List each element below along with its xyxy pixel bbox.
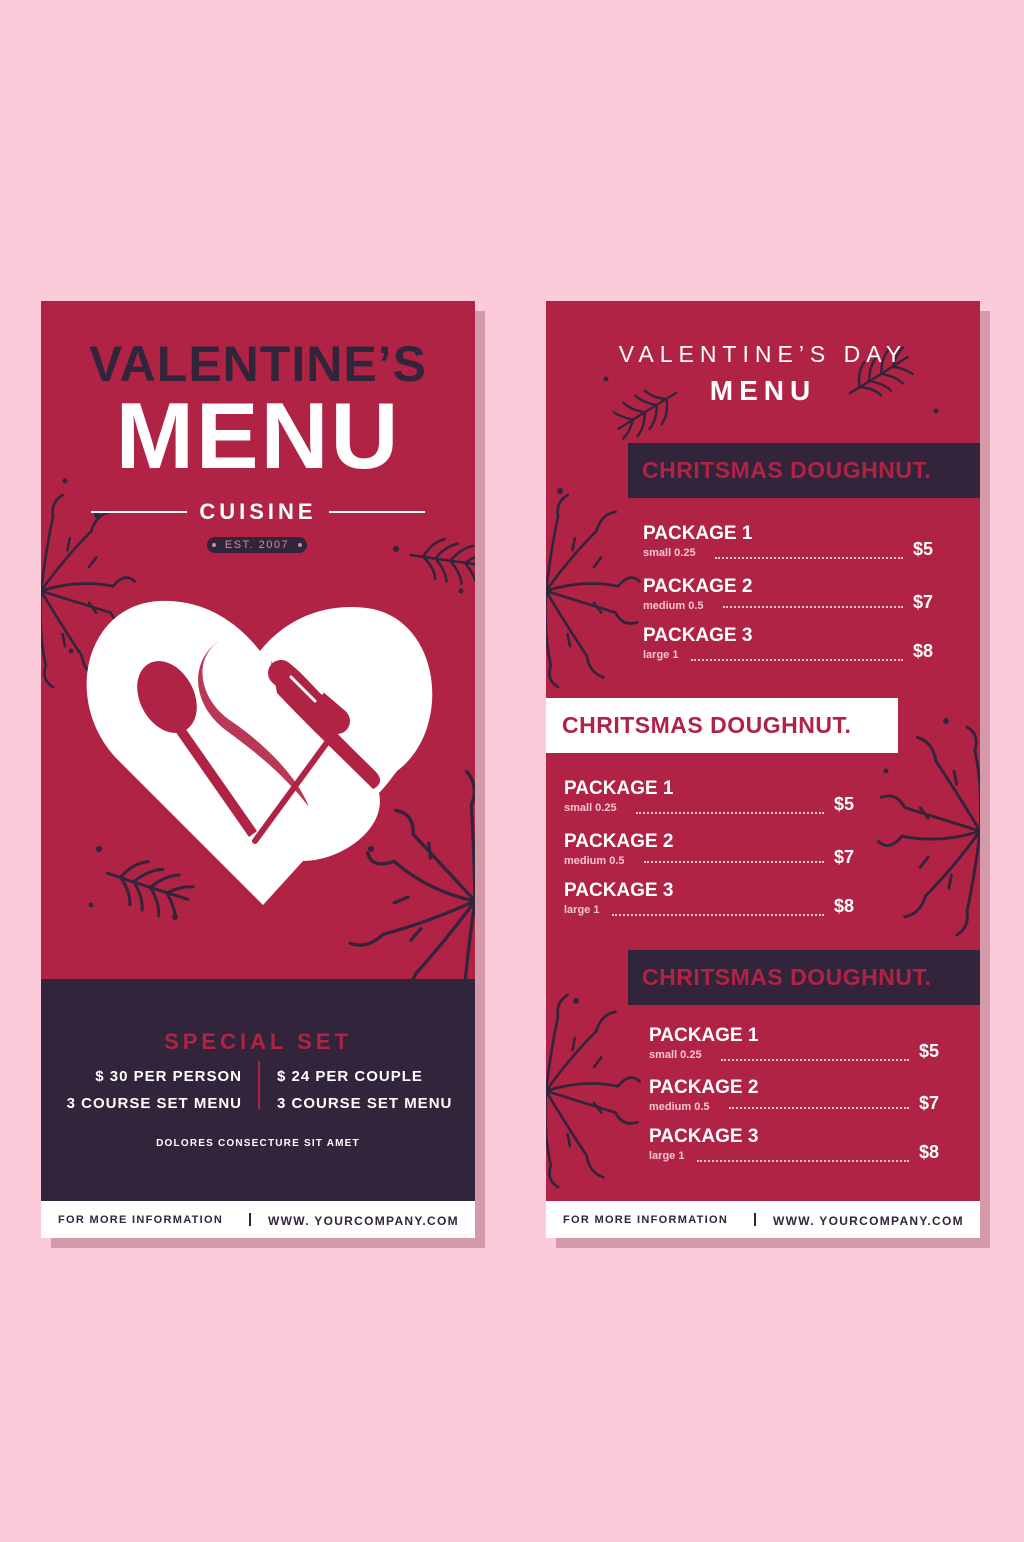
leaf-icon [105, 836, 201, 934]
flower-icon [879, 727, 980, 935]
special-price-person: $ 30 PER PERSON [95, 1068, 242, 1085]
package-name: PACKAGE 1 [643, 523, 753, 544]
section-banner: CHRITSMAS DOUGHNUT. [546, 698, 898, 753]
footer-info: FOR MORE INFORMATION [563, 1214, 729, 1226]
list-item [564, 831, 854, 871]
package-price: $5 [912, 539, 933, 559]
package-price: $8 [912, 641, 933, 661]
package-size: large 1 [649, 1150, 685, 1162]
dotted-leader [636, 812, 824, 814]
dotted-leader [723, 606, 903, 608]
flower-icon [546, 495, 640, 687]
dotted-leader [697, 1160, 909, 1162]
list-item [649, 1126, 939, 1166]
package-name: PACKAGE 3 [564, 880, 674, 901]
established-badge: EST. 2007 [207, 537, 307, 553]
divider-line [329, 511, 425, 513]
package-price: $7 [912, 592, 933, 612]
package-price: $5 [918, 1041, 939, 1061]
special-price-couple: $ 24 PER COUPLE [277, 1068, 423, 1085]
list-item [649, 1025, 939, 1065]
special-note: DOLORES CONSECTURE SIT AMET [156, 1138, 360, 1149]
list-item [564, 880, 854, 920]
package-name: PACKAGE 1 [649, 1025, 759, 1046]
left-menu-card [41, 301, 475, 1238]
menu-title-top: VALENTINE’S DAY [618, 341, 908, 367]
section-banner: CHRITSMAS DOUGHNUT. [628, 443, 980, 498]
dotted-leader [721, 1059, 909, 1061]
flower-icon [546, 995, 640, 1187]
package-name: PACKAGE 2 [643, 576, 753, 597]
package-name: PACKAGE 1 [564, 778, 674, 799]
package-price: $5 [833, 794, 854, 814]
dotted-leader [691, 659, 903, 661]
package-size: medium 0.5 [649, 1101, 710, 1113]
leaf-icon [409, 517, 475, 600]
section-banner: CHRITSMAS DOUGHNUT. [628, 950, 980, 1005]
package-size: small 0.25 [564, 802, 617, 814]
list-item [643, 523, 933, 563]
package-price: $7 [918, 1093, 939, 1113]
special-divider [258, 1061, 260, 1109]
cuisine-label: CUISINE [199, 499, 317, 524]
footer-separator [754, 1213, 756, 1226]
special-set-person [67, 1063, 242, 1117]
dotted-leader [715, 557, 903, 559]
list-item [643, 576, 933, 616]
package-size: medium 0.5 [643, 600, 704, 612]
footer-website[interactable]: WWW. YOURCOMPANY.COM [773, 1214, 964, 1228]
footer-separator [249, 1213, 251, 1226]
package-name: PACKAGE 2 [564, 831, 674, 852]
menu-title-top: VALENTINE’S [89, 336, 427, 392]
package-name: PACKAGE 2 [649, 1077, 759, 1098]
special-set-panel [41, 979, 475, 1201]
package-price: $8 [918, 1142, 939, 1162]
list-item [643, 625, 933, 665]
list-item [564, 778, 854, 818]
special-course-person: 3 COURSE SET MENU [66, 1095, 242, 1112]
dotted-leader [644, 861, 824, 863]
package-size: large 1 [564, 904, 600, 916]
package-size: large 1 [643, 649, 679, 661]
footer-info: FOR MORE INFORMATION [58, 1214, 224, 1226]
list-item [649, 1077, 939, 1117]
package-size: small 0.25 [649, 1049, 702, 1061]
special-set-couple [277, 1063, 452, 1117]
package-name: PACKAGE 3 [643, 625, 753, 646]
left-footer [41, 1201, 475, 1238]
package-size: medium 0.5 [564, 855, 625, 867]
menu-title-main: MENU [709, 375, 817, 406]
cuisine-row [91, 499, 425, 525]
heart-icon [87, 601, 433, 905]
dotted-leader [729, 1107, 909, 1109]
special-set-title: SPECIAL SET [164, 1029, 352, 1054]
package-name: PACKAGE 3 [649, 1126, 759, 1147]
right-menu-card [546, 301, 980, 1238]
special-course-couple: 3 COURSE SET MENU [277, 1095, 453, 1112]
package-size: small 0.25 [643, 547, 696, 559]
package-price: $8 [833, 896, 854, 916]
right-footer [546, 1201, 980, 1238]
dotted-leader [612, 914, 824, 916]
menu-title-main: MENU [115, 383, 401, 488]
footer-website[interactable]: WWW. YOURCOMPANY.COM [268, 1214, 459, 1228]
package-price: $7 [833, 847, 854, 867]
